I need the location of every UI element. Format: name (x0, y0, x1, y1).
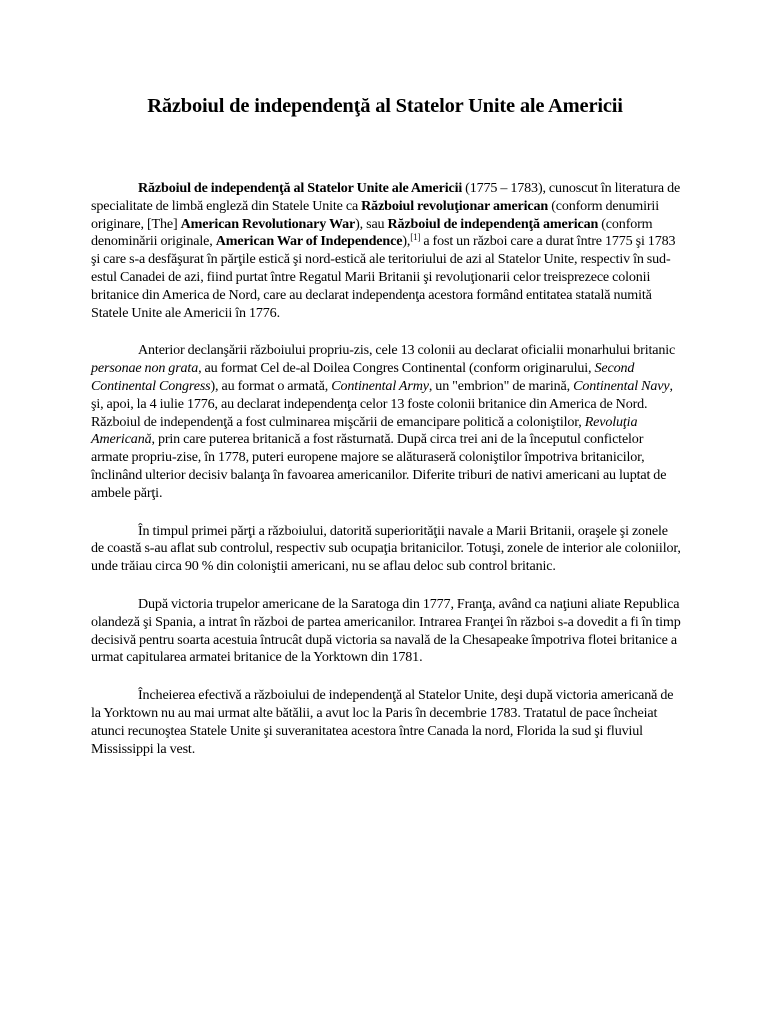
bold-term: Războiul de independenţă al Statelor Unite ale Americii (138, 180, 463, 196)
paragraph-text: (1775 – 1783), cunoscut în literatura de specialitate de limbă engleză din Statele Unite ca (91, 180, 681, 214)
paragraph-text: ), (402, 233, 411, 250)
paragraph-text: Anterior declanşării războiului propriu-zis, cele 13 colonii au declarat oficialii monarhului britanic (138, 342, 676, 359)
bold-term: Războiul revoluţionar american (361, 197, 549, 214)
document-title: Războiul de independenţă al Statelor Unite ale Americii (147, 95, 623, 117)
bold-term: American War of Independence (215, 233, 403, 250)
paragraph-1 (91, 180, 682, 322)
paragraph-3: În timpul primei părţi a războiului, datorită superiorităţii navale a Marii Britanii, oraşele şi zonele de coastă s-au aflat sub controlul, respectiv sub ocupaţia britanicilor. Totuşi, zonele de interior ale coloniilor, unde trăiau circa 90 % din coloniştii americani, nu se aflau deloc sub control britanic. (91, 522, 681, 575)
paragraph-text: (conform denominării originale, (91, 215, 653, 250)
paragraph-text: a fost un război care a durat între 1775 şi 1783 şi care s-a desfăşurat în părţile estică şi nord-estică ale teritoriului de azi al Statelor Unite, respectiv în sud-estul Canadei de azi, fiind purtat între Regatul Marii Britanii şi revoluţionarii celor treisprezece colonii britanice din America de Nord, care au declarat independenţa acestora formând entitatea statală numită Statele Unite ale Americii în 1776. (91, 233, 676, 321)
paragraph-2 (91, 342, 682, 502)
paragraph-text: , prin care puterea britanică a fost răsturnată. După circa trei ani de la începutul confictelor armate propriu-zise, în 1778, puteri europene majore se alăturaseră coloniştilor împotriva britanicilor, înclinând ulterior decisiv balanţa în favoarea americanilor. Diferite triburi de nativi americani au luptat de ambele părţi. (91, 431, 667, 501)
paragraph-text: ), sau (355, 215, 388, 232)
italic-term: Second Continental Congress (91, 360, 635, 394)
italic-term: personae non grata (91, 360, 199, 377)
bold-term: Războiul de independenţă american (387, 215, 599, 232)
bold-term: American Revolutionary War (180, 215, 356, 232)
paragraph-text: ), au format o armată, (210, 377, 332, 394)
paragraph-text: , un "embrion" de marină, (428, 377, 574, 394)
paragraph-text: , au format Cel de-al Doilea Congres Continental (conform originarului, (198, 360, 595, 377)
italic-term: Continental Navy (573, 377, 670, 394)
document-body (91, 180, 682, 778)
paragraph-text: , şi, apoi, la 4 iulie 1776, au declarat independenţa celor 13 foste colonii britanice din America de Nord. Războiul de independenţă a fost culminarea mişcării de emancipare politică a coloniştilor, (91, 377, 673, 430)
italic-term: Continental Army (331, 377, 429, 394)
paragraph-5: Încheierea efectivă a războiului de independenţă al Statelor Unite, deşi după victoria americană de la Yorktown nu au mai urmat alte bătălii, a avut loc la Paris în decembrie 1783. Tratatul de pace încheiat atunci recunoştea Statele Unite şi suveranitatea acestora între Canada la nord, Florida la sud şi fluviul Mississippi la vest. (91, 687, 674, 757)
paragraph-4: După victoria trupelor americane de la Saratoga din 1777, Franţa, având ca naţiuni aliate Republica olandeză şi Spania, a intrat în război de partea americanilor. Intrarea Franţei în război s-a dovedit a fi în timp decisivă pentru soarta acestuia întrucât după victoria sa navală de la Chesapeake împotriva flotei britanice a urmat capitularea armatei britanice de la Yorktown din 1781. (91, 595, 681, 666)
paragraph-text: (conform denumirii originare, [The] (91, 197, 659, 232)
citation-link[interactable]: [1] (410, 232, 421, 243)
italic-term: Revoluţia Americană (91, 413, 638, 448)
